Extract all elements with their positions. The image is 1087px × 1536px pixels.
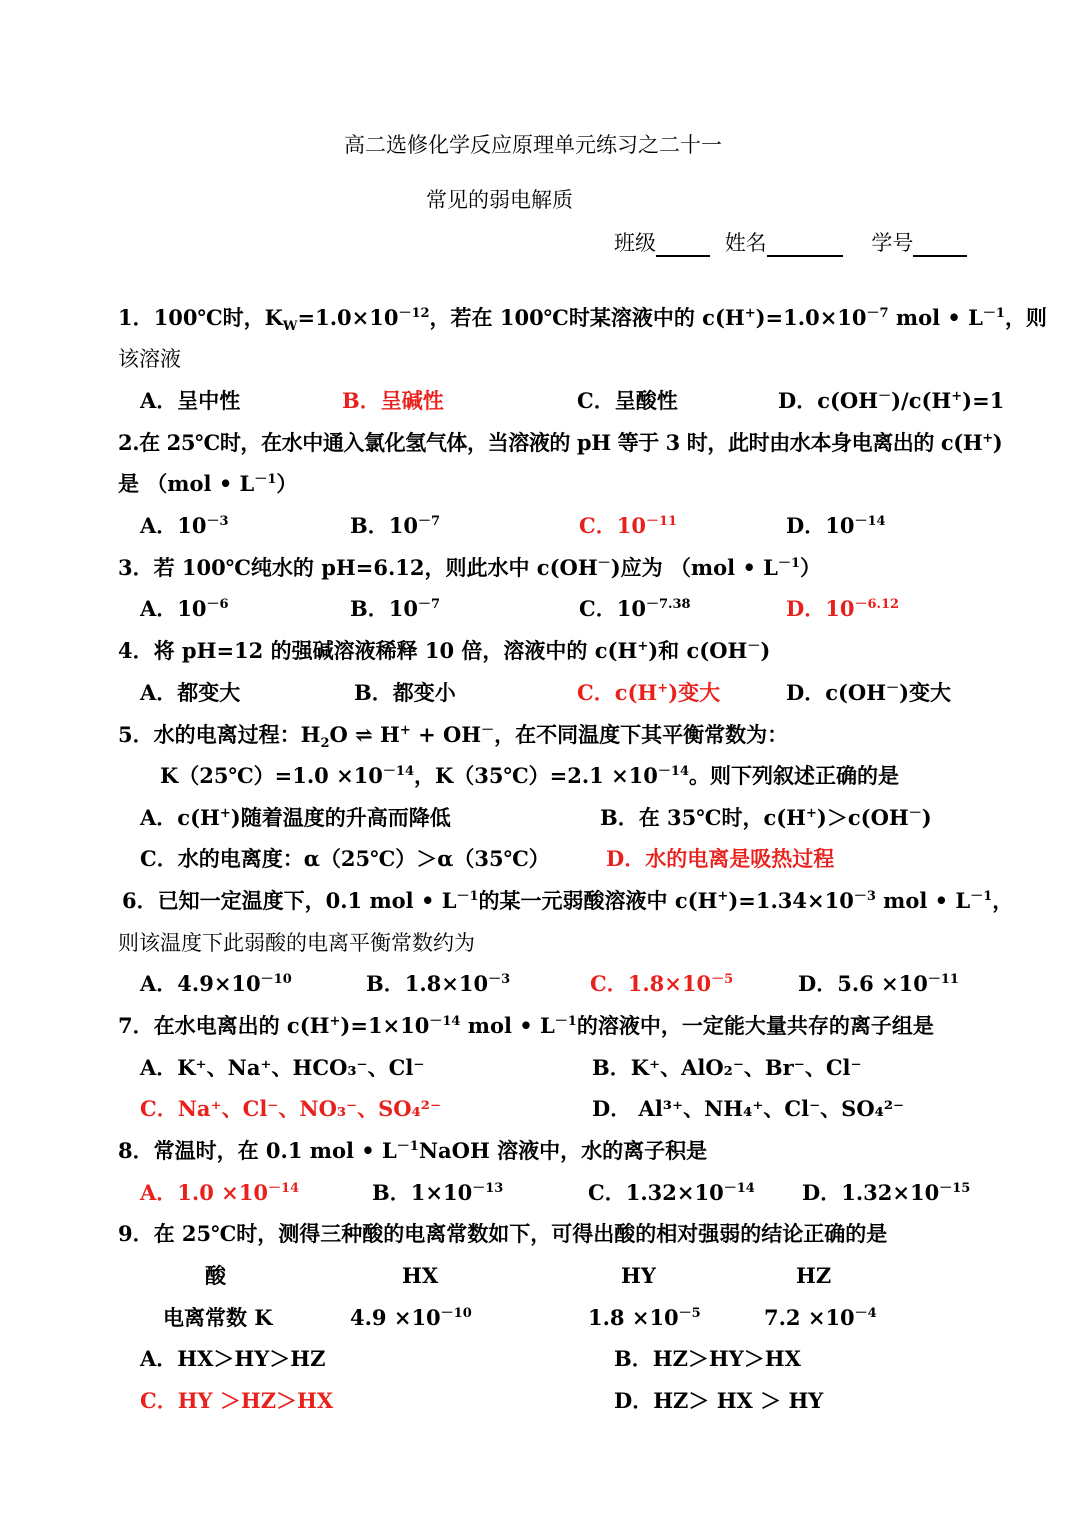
q5-option-b[interactable]: B．在 35℃时，c(H+)＞c(OH－) [600,805,932,830]
question-6-stem-line2: 则该温度下此弱酸的电离平衡常数约为 [118,931,475,955]
q1-option-c[interactable]: C．呈酸性 [577,388,678,413]
q9-option-d[interactable]: D．HZ＞ HX ＞ HY [614,1388,824,1413]
q2-option-d[interactable]: D．$10^{-14}$ [786,513,886,538]
q9-option-a[interactable]: A．HX＞HY＞HZ [140,1346,326,1371]
question-1-stem-line2: 该溶液 [118,347,181,371]
q9-table-hz-value: $7.2 \times 10^{-4}$ [764,1305,877,1330]
q6-option-c[interactable]: C．$1.8\times 10^{-5}$ [590,971,734,996]
q6-option-a[interactable]: A．$4.9\times 10^{-10}$ [140,971,292,996]
question-4-stem: 4．将 pH=12 的强碱溶液稀释 10 倍，溶液中的 c(H+)和 c(OH－) [118,638,771,663]
question-2-stem-line2: 是 （mol • $L^{-1}$） [118,471,298,496]
question-3-stem: 3．若 100℃纯水的 pH=6.12，则此水中 c(OH－)应为 （mol • $L^{-1}$） [118,555,821,580]
page-subtitle: 常见的弱电解质 [426,188,573,212]
q9-table-hx-value: $4.9 \times 10^{-10}$ [350,1305,472,1330]
q5-option-c[interactable]: C．水的电离度：α（25℃）＞α（35℃） [140,846,550,871]
q1-option-b[interactable]: B．呈碱性 [342,388,444,413]
q2-option-b[interactable]: B．$10^{-7}$ [350,513,441,538]
class-blank[interactable] [656,233,710,257]
q6-option-d[interactable]: D．$5.6 \times 10^{-11}$ [798,971,959,996]
q9-table-hy-value: $1.8 \times 10^{-5}$ [588,1305,701,1330]
q9-table-hy-header: HY [621,1263,656,1288]
q9-table-hz-header: HZ [796,1263,832,1288]
question-5-stem: 5．水的电离过程：$H_2O$ ⇌ H+ + OH－，在不同温度下其平衡常数为： [118,722,789,752]
q5-option-a[interactable]: A．c(H+)随着温度的升高而降低 [140,805,451,830]
question-8-stem: 8．常温时，在 0.1 mol • $L^{-1}NaOH$ 溶液中，水的离子积是 [118,1138,708,1163]
q8-option-b[interactable]: B．$1\times 10^{-13}$ [372,1180,504,1205]
question-2-stem: 2.在 25℃时，在水中通入氯化氢气体，当溶液的 pH 等于 3 时，此时由水本身电离出的 c(H+) [118,430,1003,455]
question-1-stem: 1．100℃时，$K_W=1.0\times 10^{-12}$，若在 100℃时某溶液中的 $c(H^+)=1.0\times 10^{-7}$ mol • $L^{-1}$，则 [118,305,1047,335]
q2-option-c[interactable]: C．$10^{-11}$ [579,513,678,538]
q7-option-c[interactable]: C．Na⁺、Cl⁻、NO₃⁻、SO₄²⁻ [140,1096,442,1121]
name-label: 姓名 [724,231,767,255]
q9-table-acid-header: 酸 [205,1263,226,1288]
q4-option-d[interactable]: D．c(OH－)变大 [786,680,952,705]
question-9-stem: 9．在 25℃时，测得三种酸的电离常数如下，可得出酸的相对强弱的结论正确的是 [118,1221,888,1246]
q1-option-a[interactable]: A．呈中性 [140,388,241,413]
question-6-stem: 6．已知一定温度下，0.1 mol • $L^{-1}$的某一元弱酸溶液中 $c(H^+)=1.34\times 10^{-3}$ mol • $L^{-1}$， [122,888,1014,913]
q9-option-b[interactable]: B．HZ＞HY＞HX [614,1346,801,1371]
q1-option-d[interactable]: D．c(OH－)/c(H+)=1 [778,388,1005,413]
q8-option-d[interactable]: D．$1.32\times 10^{-15}$ [802,1180,971,1205]
q4-option-c[interactable]: C．c(H+)变大 [577,680,721,705]
id-label: 学号 [871,231,914,255]
q9-table-row-label: 电离常数 K [163,1305,273,1330]
q8-option-a[interactable]: A．$1.0 \times 10^{-14}$ [140,1180,300,1205]
q8-option-c[interactable]: C．$1.32\times 10^{-14}$ [588,1180,755,1205]
q5-option-d[interactable]: D．水的电离是吸热过程 [606,846,835,871]
page-title: 高二选修化学反应原理单元练习之二十一 [344,133,722,157]
q3-option-c[interactable]: C．$10^{-7.38}$ [579,596,691,621]
question-7-stem: 7．在水电离出的 $c(H^+)=1\times 10^{-14}$ mol • $L^{-1}$的溶液中，一定能大量共存的离子组是 [118,1013,934,1038]
q7-option-b[interactable]: B．K⁺、AlO₂⁻、Br⁻、Cl⁻ [592,1055,862,1080]
q9-table-hx-header: HX [402,1263,439,1288]
q3-option-a[interactable]: A．$10^{-6}$ [140,596,229,621]
question-5-stem-line2: K（25℃）=1.0 $\times 10^{-14}$，K（35℃）=2.1 $\times 10^{-14}$。则下列叙述正确的是 [160,763,899,788]
q3-option-b[interactable]: B．$10^{-7}$ [350,596,441,621]
q4-option-b[interactable]: B．都变小 [354,680,456,705]
q7-option-d[interactable]: D． Al³⁺、NH₄⁺、Cl⁻、SO₄²⁻ [592,1096,905,1121]
q4-option-a[interactable]: A．都变大 [140,680,241,705]
q6-option-b[interactable]: B．$1.8\times 10^{-3}$ [366,971,511,996]
student-info [614,229,967,257]
id-blank[interactable] [913,233,967,257]
class-label: 班级 [614,231,656,255]
q7-option-a[interactable]: A．K⁺、Na⁺、HCO₃⁻、Cl⁻ [140,1055,425,1080]
q3-option-d[interactable]: D．$10^{-6.12}$ [786,596,900,621]
q2-option-a[interactable]: A．$10^{-3}$ [140,513,229,538]
name-blank[interactable] [767,233,843,257]
q9-option-c[interactable]: C．HY ＞HZ＞HX [140,1388,334,1413]
